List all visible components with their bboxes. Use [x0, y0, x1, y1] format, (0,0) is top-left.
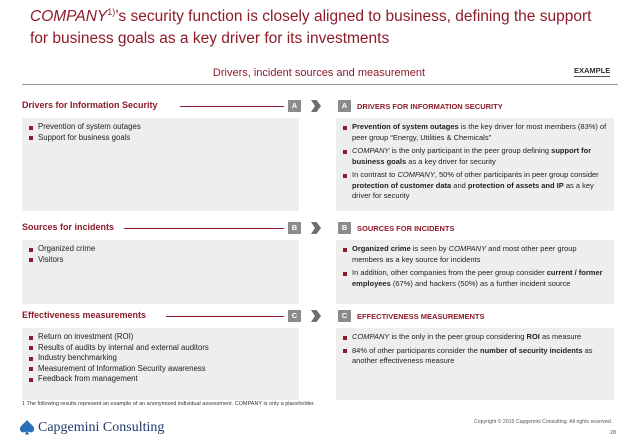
bullet-text-run: number of security incidents [480, 345, 583, 355]
title-company: COMPANY [30, 8, 108, 25]
left-bullet: Feedback from management [28, 374, 293, 385]
right-bullet [342, 268, 608, 289]
bullet-text-run: and [451, 180, 468, 190]
bullet-text-run: ROI [526, 332, 540, 341]
bullet-text-run: as another effectiveness measure [352, 345, 593, 365]
bullet-text-run: current / former employees [352, 268, 603, 288]
bullet-text-run: is the key driver for most members (83%) of peer group “Energy, Utilities & Chemicals” [352, 122, 607, 142]
bullet-text-run: Organized crime [352, 244, 411, 253]
letter-badge-c-right: C [338, 310, 351, 322]
bullet-text-run: (67%) and hackers (50%) as a further incident source [390, 278, 571, 288]
left-bullet: Prevention of system outages [28, 122, 293, 133]
title-text: ’s security function is closely aligned to business, defining the support for business goals as a key driver for its investments [30, 8, 592, 47]
bullet-text-run: and most other peer group members as a key source for incidents [352, 244, 577, 264]
left-box-drivers [22, 118, 299, 211]
letter-badge-c: C [288, 310, 301, 322]
bullet-text-run: is seen by [410, 244, 449, 253]
left-bullet: Support for business goals [28, 133, 293, 144]
right-header-drivers: DRIVERS FOR INFORMATION SECURITY [357, 102, 503, 111]
bullet-text-run: COMPANY [352, 146, 390, 155]
letter-badge-b: B [288, 222, 301, 234]
bullet-text-run: COMPANY [448, 244, 487, 253]
chevron-right-icon [311, 310, 321, 322]
right-bullet [342, 146, 608, 167]
footnote: 1 The following results represent an example of an anonymized individual assessment. COMPANY is only a placeholder. [22, 401, 315, 407]
copyright: Copyright © 2015 Capgemini Consulting. All rights reserved. [474, 419, 613, 425]
bullet-text-run: is the only in the peer group considering [389, 332, 527, 341]
logo-wordmark: Capgemini Consulting [38, 420, 165, 435]
right-bullet [342, 244, 608, 265]
right-bullet [342, 170, 608, 202]
bullet-text-run: as measure [539, 332, 582, 341]
bullet-text-run: as a key driver for security [406, 156, 496, 166]
left-bullet: Measurement of Information Security awareness [28, 364, 293, 375]
subheading-divider [22, 84, 618, 85]
left-bullet: Return on investment (ROI) [28, 332, 293, 343]
bullet-text-run: Prevention of system outages [352, 122, 459, 131]
left-box-sources [22, 240, 299, 304]
chevron-right-icon [311, 100, 321, 112]
left-header-drivers: Drivers for Information Security [22, 100, 158, 110]
left-bullet: Results of audits by internal and external auditors [28, 343, 293, 354]
bullet-text-run: 84% of other participants consider the [352, 345, 480, 355]
bullet-text-run: protection of assets and IP [467, 180, 564, 190]
letter-badge-a-right: A [338, 100, 351, 112]
letter-badge-a: A [288, 100, 301, 112]
title-footnote-mark: 1) [107, 6, 116, 17]
left-bullet: Organized crime [28, 244, 293, 255]
bullet-text-run: support for business goals [352, 146, 592, 166]
page-title [30, 6, 610, 50]
bullet-text-run: , 50% of other participants in peer group consider [434, 170, 599, 179]
header-rule [124, 228, 284, 229]
right-box-drivers [336, 118, 614, 211]
left-box-effectiveness [22, 328, 299, 400]
spade-logo-icon [18, 419, 36, 435]
bullet-text-run: COMPANY [397, 170, 435, 179]
example-badge: EXAMPLE [574, 66, 611, 75]
header-rule [166, 316, 284, 317]
right-box-sources [336, 240, 614, 304]
left-bullet: Industry benchmarking [28, 353, 293, 364]
left-header-effectiveness: Effectiveness measurements [22, 310, 147, 320]
bullet-text-run: COMPANY [352, 332, 390, 341]
header-rule [180, 106, 284, 107]
right-bullet [342, 122, 608, 143]
left-header-sources: Sources for incidents [22, 222, 115, 232]
page-number: 28 [610, 430, 617, 436]
bullet-text-run: as a key driver for security [352, 180, 594, 200]
letter-badge-b-right: B [338, 222, 351, 234]
subheading: Drivers, incident sources and measurement [212, 67, 426, 79]
chevron-right-icon [311, 222, 321, 234]
right-bullet [342, 332, 608, 343]
bullet-text-run: In addition, other companies from the peer group consider [352, 268, 547, 277]
right-box-effectiveness [336, 328, 614, 400]
bullet-text-run: In contrast to [352, 170, 398, 179]
right-header-effectiveness: EFFECTIVENESS MEASUREMENTS [357, 312, 485, 321]
bullet-text-run: protection of customer data [352, 180, 452, 190]
bullet-text-run: is the only participant in the peer group defining [389, 146, 552, 155]
left-bullet: Visitors [28, 255, 293, 266]
right-header-sources: SOURCES FOR INCIDENTS [357, 224, 455, 233]
right-bullet [342, 346, 608, 367]
